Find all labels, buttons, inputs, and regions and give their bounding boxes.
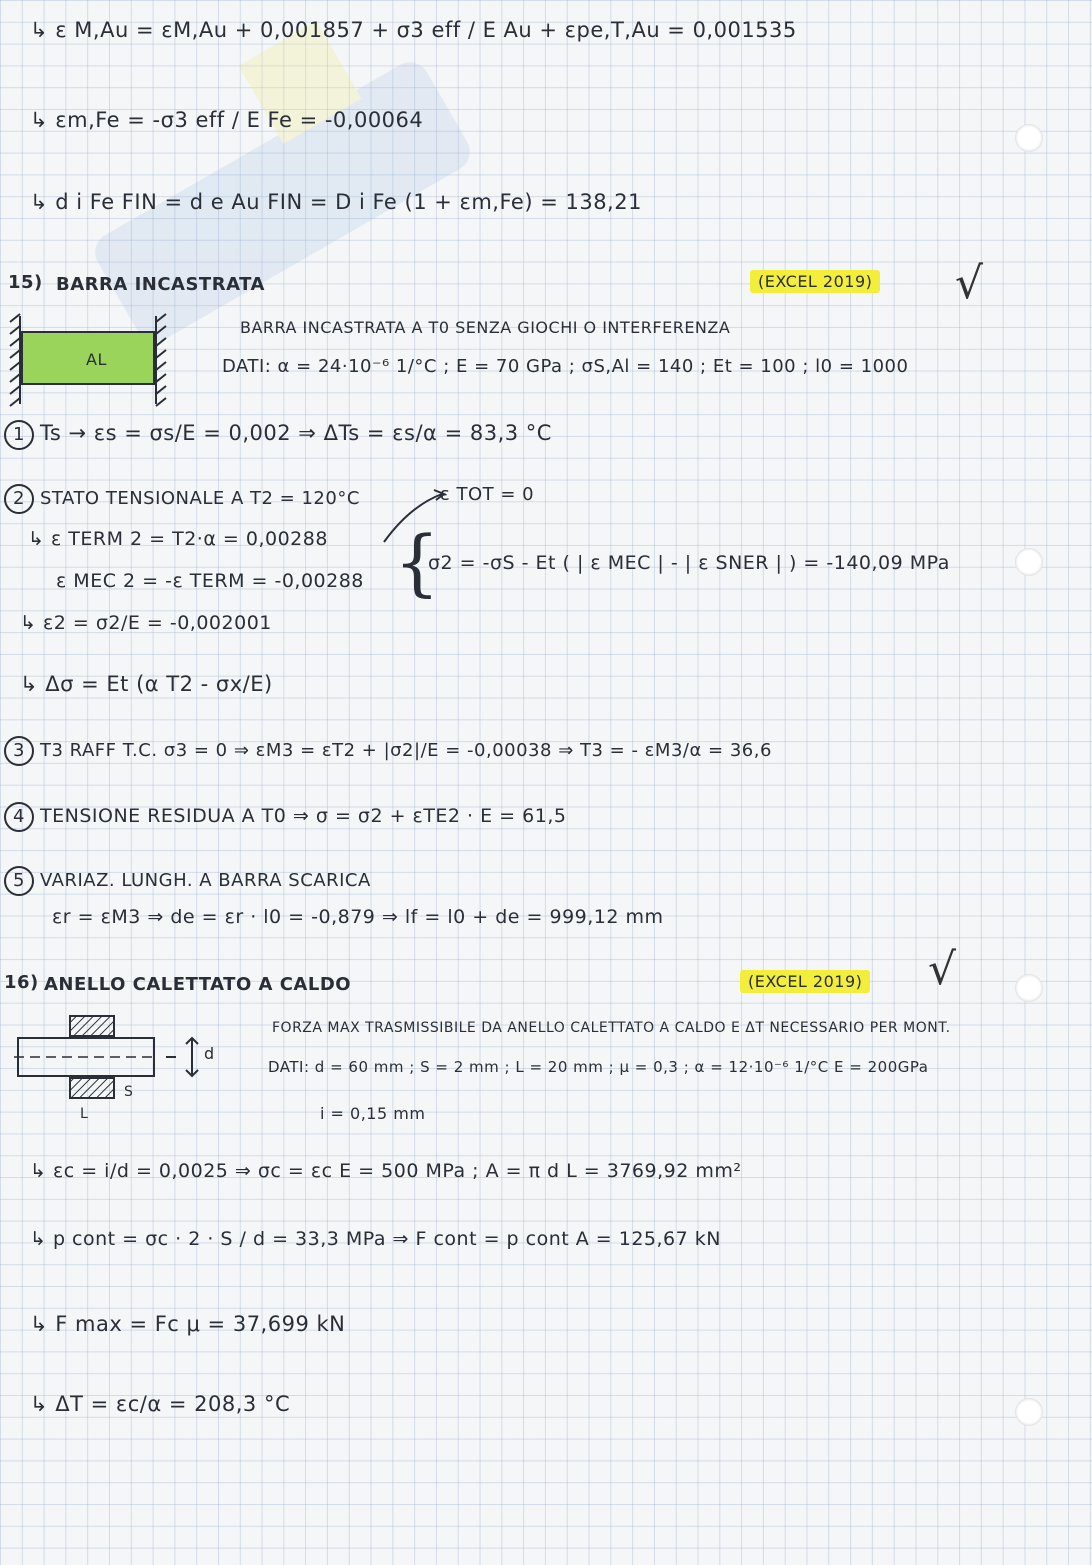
problem-description: FORZA MAX TRASMISSIBILE DA ANELLO CALETTATO A CALDO E ΔT NECESSARIO PER MONT. bbox=[272, 1020, 951, 1036]
section-title: ANELLO CALETTATO A CALDO bbox=[44, 974, 352, 995]
diagram-label-s: S bbox=[124, 1084, 134, 1100]
brace-icon: { bbox=[394, 520, 440, 604]
given-data: DATI: d = 60 mm ; S = 2 mm ; L = 20 mm ; μ = 0,3 ; α = 12·10⁻⁶ 1/°C E = 200GPa bbox=[268, 1058, 929, 1076]
equation-line: ↳ p cont = σc · 2 · S / d = 33,3 MPa ⇒ F cont = p cont A = 125,67 kN bbox=[30, 1228, 721, 1250]
step-text: Ts → εs = σs/E = 0,002 ⇒ ΔTs = εs/α = 83,3 °C bbox=[40, 421, 552, 445]
step-text: STATO TENSIONALE A T2 = 120°C bbox=[40, 488, 360, 509]
excel-badge bbox=[750, 272, 880, 291]
check-mark-icon: √ bbox=[928, 944, 957, 995]
step-5-line: εr = εM3 ⇒ de = εr · l0 = -0,879 ⇒ lf = l0 + de = 999,12 mm bbox=[52, 906, 664, 928]
equation-line: ↳ εc = i/d = 0,0025 ⇒ σc = εc E = 500 MPa ; A = π d L = 3769,92 mm² bbox=[30, 1160, 742, 1182]
step-number: 2 bbox=[4, 484, 34, 514]
section-number: 16) bbox=[4, 972, 39, 993]
step-2-line: ↳ Δσ = Et (α T2 - σx/E) bbox=[20, 672, 273, 696]
step-4 bbox=[4, 802, 566, 832]
equation-line: ↳ ε M,Au = εM,Au + 0,001857 + σ3 eff / E Au + εpe,T,Au = 0,001535 bbox=[30, 18, 797, 42]
step-2-title bbox=[4, 484, 360, 514]
step-2-line: ↳ ε TERM 2 = T2·α = 0,00288 bbox=[28, 528, 328, 550]
step-3 bbox=[4, 736, 772, 766]
equation-line: ↳ F max = Fc μ = 37,699 kN bbox=[30, 1312, 346, 1336]
step-2-sigma: σ2 = -σS - Et ( | ε MEC | - | ε SNER | ) = -140,09 MPa bbox=[428, 552, 950, 574]
interference-value: i = 0,15 mm bbox=[320, 1104, 426, 1123]
punch-hole bbox=[1015, 548, 1043, 576]
step-number: 1 bbox=[4, 420, 34, 450]
excel-highlight: (EXCEL 2019) bbox=[750, 270, 880, 293]
step-number: 5 bbox=[4, 866, 34, 896]
shrink-fit-diagram bbox=[14, 1010, 234, 1120]
diagram-label-l: L bbox=[80, 1106, 89, 1122]
step-2-line: ↳ ε2 = σ2/E = -0,002001 bbox=[20, 612, 272, 634]
step-number: 3 bbox=[4, 736, 34, 766]
step-text: VARIAZ. LUNGH. A BARRA SCARICA bbox=[40, 870, 371, 891]
punch-hole bbox=[1015, 124, 1043, 152]
step-text: T3 RAFF T.C. σ3 = 0 ⇒ εM3 = εT2 + |σ2|/E = -0,00038 ⇒ T3 = - εM3/α = 36,6 bbox=[40, 740, 772, 761]
check-mark-icon: √ bbox=[955, 258, 984, 309]
section-title: BARRA INCASTRATA bbox=[56, 274, 265, 295]
step-5-title bbox=[4, 866, 371, 896]
step-text: TENSIONE RESIDUA A T0 ⇒ σ = σ2 + εTE2 · E = 61,5 bbox=[40, 805, 567, 827]
problem-description: BARRA INCASTRATA A T0 SENZA GIOCHI O INTERFERENZA bbox=[240, 318, 731, 337]
excel-badge bbox=[740, 972, 870, 991]
given-data: DATI: α = 24·10⁻⁶ 1/°C ; E = 70 GPa ; σS,Al = 140 ; Et = 100 ; l0 = 1000 bbox=[222, 356, 909, 377]
punch-hole bbox=[1015, 974, 1043, 1002]
excel-highlight: (EXCEL 2019) bbox=[740, 970, 870, 993]
punch-hole bbox=[1015, 1398, 1043, 1426]
equation-line: ↳ ΔT = εc/α = 208,3 °C bbox=[30, 1392, 291, 1416]
step-2-line: ε MEC 2 = -ε TERM = -0,00288 bbox=[56, 570, 364, 592]
step-1 bbox=[4, 420, 552, 450]
diagram-label-d: d bbox=[204, 1044, 215, 1063]
section-number: 15) bbox=[8, 272, 43, 293]
equation-line: ↳ εm,Fe = -σ3 eff / E Fe = -0,00064 bbox=[30, 108, 424, 132]
step-number: 4 bbox=[4, 802, 34, 832]
bar-label: AL bbox=[86, 350, 107, 369]
equation-line: ↳ d i Fe FIN = d e Au FIN = D i Fe (1 + εm,Fe) = 138,21 bbox=[30, 190, 642, 214]
step-2-arrow-label: ε TOT = 0 bbox=[440, 484, 535, 505]
